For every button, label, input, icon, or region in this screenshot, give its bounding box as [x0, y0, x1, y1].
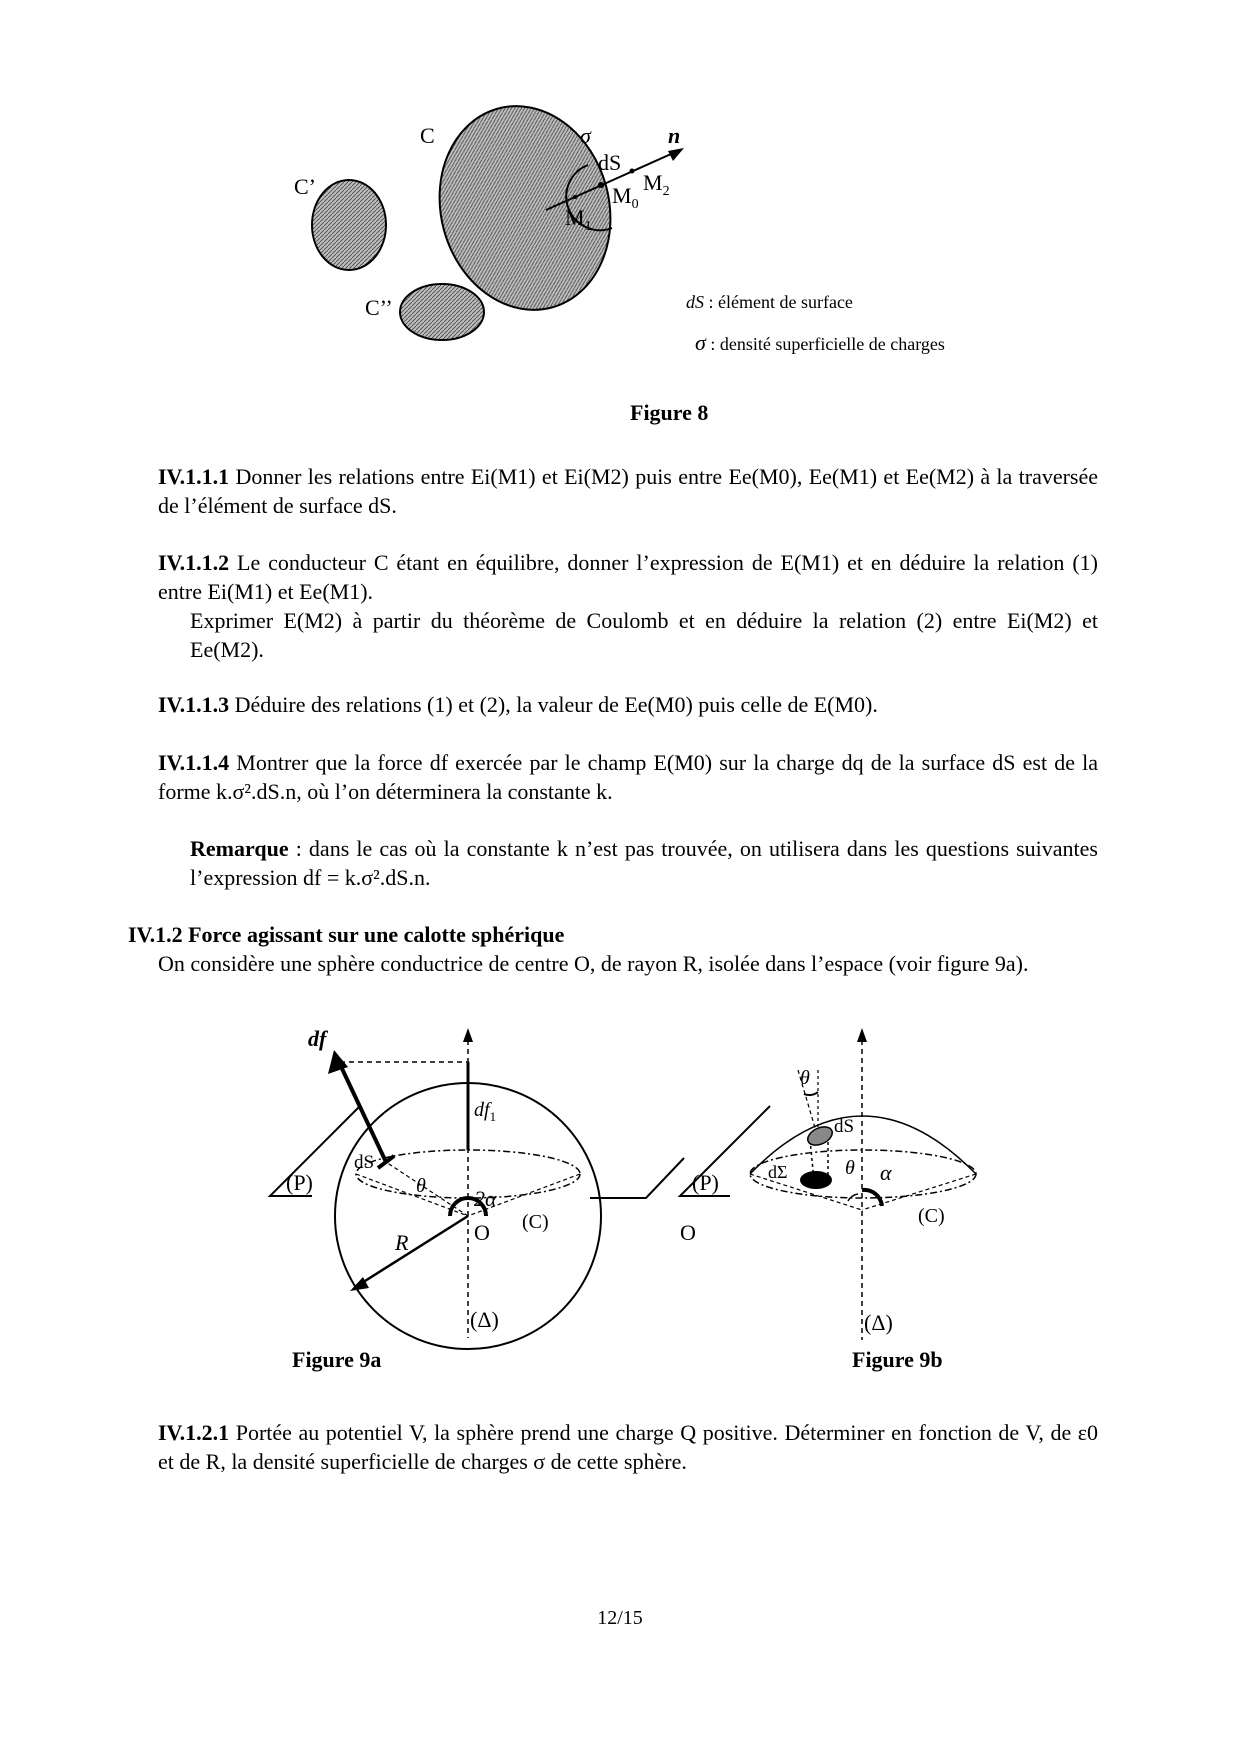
- question-text: Déduire des relations (1) et (2), la valeur de Ee(M0) puis celle de E(M0).: [234, 692, 878, 717]
- figure-9b-caption: Figure 9b: [852, 1347, 943, 1372]
- question-text: Le conducteur C étant en équilibre, donner l’expression de E(M1) et en déduire la relation (1) entre Ei(M1) et Ee(M1).: [158, 550, 1098, 604]
- legend-sigma: σ : densité superficielle de charges: [695, 330, 945, 355]
- label-c: C: [420, 123, 435, 148]
- label-theta-top: θ: [800, 1067, 810, 1089]
- remark-text: : dans le cas où la constante k n’est pas trouvée, on utilisera dans les questions suivantes l’expression df = k.σ².dS.n.: [190, 836, 1098, 890]
- surface-element-ds: [805, 1123, 835, 1148]
- section-body: On considère une sphère conductrice de centre O, de rayon R, isolée dans l’espace (voir figure 9a).: [158, 951, 1029, 976]
- question-iv-1-1-4: [158, 748, 1098, 806]
- question-iv-1-1-3: [158, 690, 1098, 719]
- question-text-2: Exprimer E(M2) à partir du théorème de Coulomb et en déduire la relation (2) entre Ei(M2) et Ee(M2).: [190, 608, 1098, 662]
- question-number: IV.1.1.2: [158, 550, 230, 575]
- point-m0: [598, 182, 604, 188]
- label-p: (P): [692, 1170, 719, 1195]
- label-o: O: [680, 1220, 696, 1245]
- plane-p: [270, 1106, 360, 1196]
- question-number: IV.1.2.1: [158, 1420, 230, 1445]
- question-text: Donner les relations entre Ei(M1) et Ei(M2) puis entre Ee(M0), Ee(M1) et Ee(M2) à la traversée de l’élément de surface dS.: [158, 464, 1099, 518]
- figure-9b: [590, 1018, 1000, 1348]
- label-dsigma: dΣ: [768, 1162, 788, 1182]
- label-theta: θ: [845, 1157, 855, 1179]
- figure-8: [294, 110, 1000, 370]
- question-number: IV.1.1.3: [158, 692, 230, 717]
- label-ds: dS: [834, 1116, 855, 1137]
- connector-line: [590, 1158, 684, 1198]
- question-number: IV.1.1.1: [158, 464, 230, 489]
- label-theta: θ: [416, 1175, 426, 1197]
- df-vector: [337, 1058, 386, 1162]
- axis-arrowhead: [463, 1028, 473, 1042]
- remark: [158, 834, 1098, 892]
- remark-body: [158, 834, 1098, 892]
- legend-ds: dS : élément de surface: [686, 292, 853, 312]
- label-df1: $df_1$: [474, 1099, 497, 1124]
- question-iv-1-1-1: [158, 462, 1098, 520]
- figure-9a-caption: Figure 9a: [292, 1347, 382, 1372]
- question-iv-1-1-2: [158, 548, 1098, 664]
- label-r: R: [395, 1230, 409, 1255]
- label-sigma: σ: [580, 123, 591, 148]
- point-m1: [573, 195, 577, 199]
- radius-line: [386, 1162, 468, 1216]
- label-c: (C): [918, 1205, 945, 1227]
- normal-arrowhead: [668, 148, 684, 161]
- question-number: IV.1.1.4: [158, 750, 230, 775]
- section-title: IV.1.2 Force agissant sur une calotte sphérique: [128, 922, 565, 947]
- label-2alpha: 2α: [474, 1186, 497, 1211]
- label-c-prime: C’: [294, 174, 316, 199]
- question-iv-1-2-1: [158, 1418, 1098, 1476]
- question-text: Montrer que la force df exercée par le champ E(M0) sur la charge dq de la surface dS est de la forme k.σ².dS.n, où l’on déterminera la constante k.: [158, 750, 1099, 804]
- label-c: (C): [522, 1211, 549, 1233]
- conductor-c-prime: [312, 180, 386, 270]
- page-number: 12/15: [597, 1607, 643, 1629]
- axis-arrowhead: [857, 1028, 867, 1042]
- section-iv-1-2: [128, 920, 1098, 978]
- point-m2: [630, 169, 635, 174]
- label-m1: $M_1$: [565, 205, 592, 234]
- label-ds: dS: [354, 1152, 375, 1173]
- label-o: O: [474, 1220, 490, 1245]
- label-p: (P): [286, 1170, 313, 1195]
- label-c-double-prime: C’’: [365, 295, 393, 320]
- question-text: Portée au potentiel V, la sphère prend une charge Q positive. Déterminer en fonction de V, de ε0 et de R, la densité superficielle de charges σ de cette sphère.: [158, 1420, 1099, 1474]
- figure-9a: [260, 1018, 620, 1358]
- projected-element-dsigma: [800, 1171, 832, 1189]
- label-n: n: [668, 123, 681, 148]
- label-ds: dS: [598, 150, 622, 175]
- label-df: df: [308, 1026, 327, 1051]
- conductor-c-double-prime: [400, 284, 484, 340]
- radius-r: [357, 1216, 468, 1286]
- remark-label: Remarque: [190, 836, 289, 861]
- label-m0: $M_0$: [612, 183, 639, 212]
- label-m2: $M_2$: [643, 170, 670, 199]
- label-delta: (Δ): [470, 1307, 499, 1332]
- label-alpha: α: [880, 1160, 892, 1185]
- label-delta: (Δ): [864, 1310, 893, 1335]
- theta-arc-top: [804, 1092, 818, 1095]
- figure-8-caption: Figure 8: [630, 400, 709, 425]
